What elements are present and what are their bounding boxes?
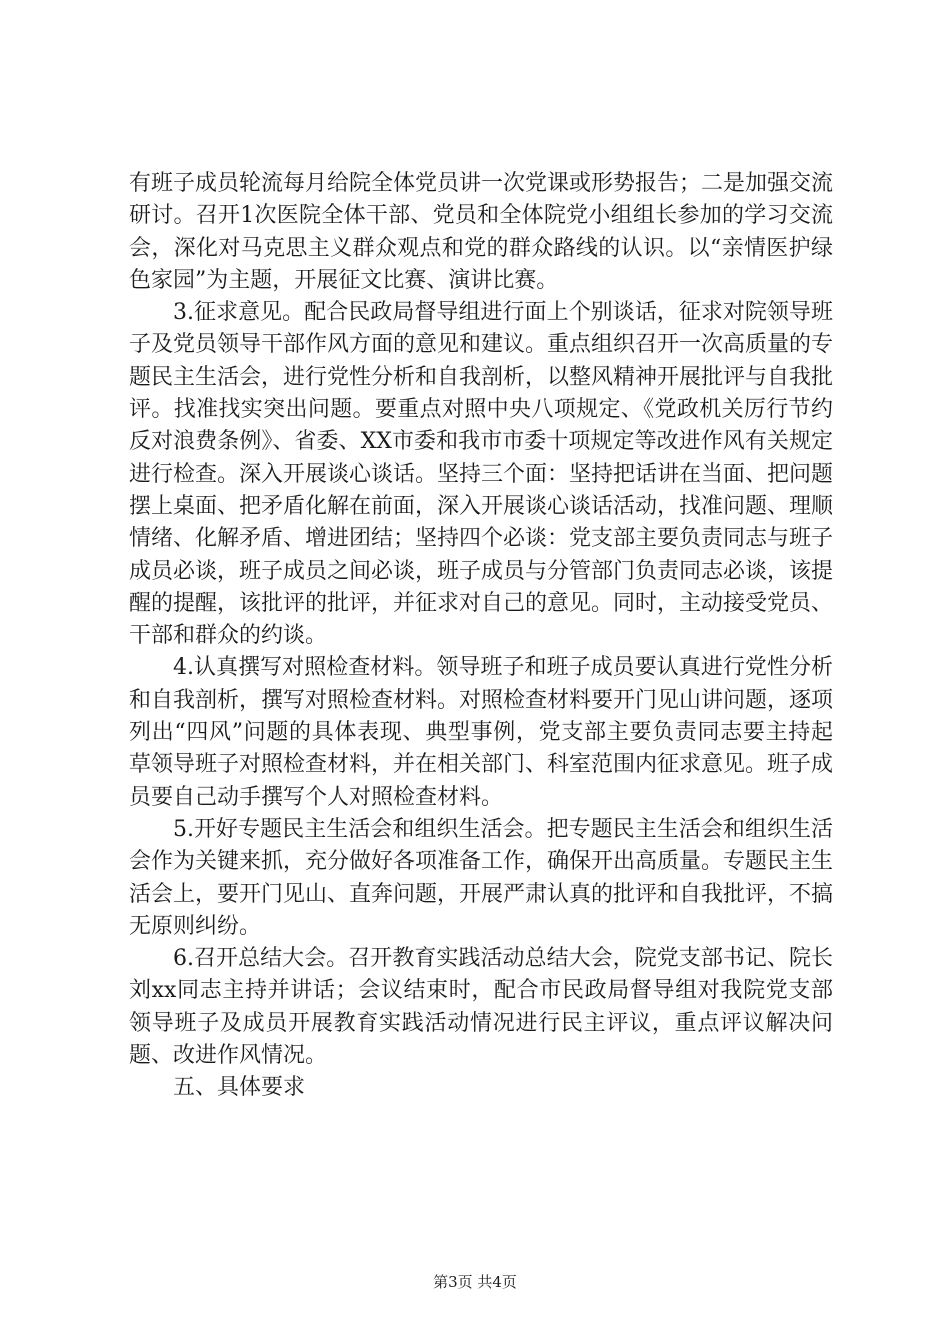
page-number: 第3页 共4页 — [433, 1273, 517, 1291]
paragraph-item-4: 4.认真撰写对照检查材料。领导班子和班子成员要认真进行党性分析和自我剖析，撰写对照检查材料。对照检查材料要开门见山讲问题，逐项列出“四风”问题的具体表现、典型事例，党支部主要负责同志要主持起草领导班子对照检查材料，并在相关部门、科室范围内征求意见。班子成员要自己动手撰写个人对照检查材料。 — [129, 655, 834, 810]
paragraph-continued: 有班子成员轮流每月给院全体党员讲一次党课或形势报告；二是加强交流研讨。召开1次医院全体干部、党员和全体院党小组组长参加的学习交流会，深化对马克思主义群众观点和党的群众路线的认识。以“亲情医护绿色家园”为主题，开展征文比赛、演讲比赛。 — [129, 171, 834, 293]
paragraph-item-3: 3.征求意见。配合民政局督导组进行面上个别谈话，征求对院领导班子及党员领导干部作风方面的意见和建议。重点组织召开一次高质量的专题民主生活会，进行党性分析和自我剖析，以整风精神开展批评与自我批评。找准找实突出问题。要重点对照中央八项规定、《党政机关厉行节约反对浪费条例》、省委、XX市委和我市市委十项规定等改进作风有关规定进行检查。深入开展谈心谈话。坚持三个面：坚持把话讲在当面、把问题摆上桌面、把矛盾化解在前面，深入开展谈心谈话活动，找准问题、理顺情绪、化解矛盾、增进团结；坚持四个必谈：党支部主要负责同志与班子成员必谈，班子成员之间必谈，班子成员与分管部门负责同志必谈，该提醒的提醒，该批评的批评，并征求对自己的意见。同时，主动接受党员、干部和群众的约谈。 — [129, 300, 834, 649]
document-body — [129, 168, 833, 1105]
paragraph-item-5: 5.开好专题民主生活会和组织生活会。把专题民主生活会和组织生活会作为关键来抓，充分做好各项准备工作，确保开出高质量。专题民主生活会上，要开门见山、直奔问题，开展严肃认真的批评和自我批评，不搞无原则纠纷。 — [129, 816, 834, 939]
paragraph-item-6: 6.召开总结大会。召开教育实践活动总结大会，院党支部书记、院长刘xx同志主持并讲话；会议结束时，配合市民政局督导组对我院党支部领导班子及成员开展教育实践活动情况进行民主评议，重点评议解决问题、改进作风情况。 — [129, 946, 833, 1069]
section-heading-5: 五、具体要求 — [173, 1075, 306, 1101]
